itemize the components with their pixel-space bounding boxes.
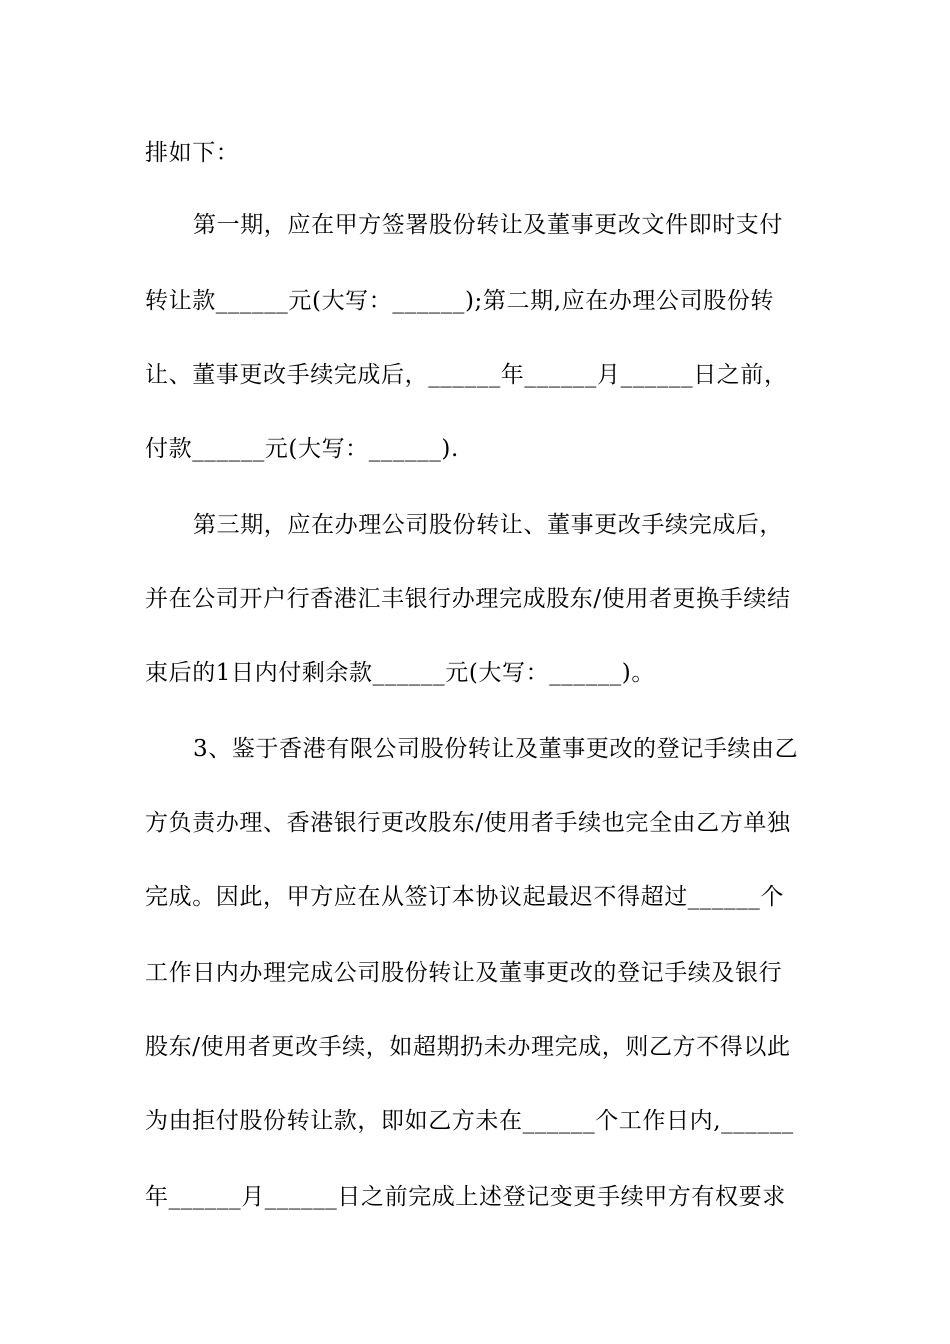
text-line-9: 3、鉴于香港有限公司股份转让及董事更改的登记手续由乙 [193,736,799,762]
text-line-3: 转让款______元(大写：______);第二期,应在办理公司股份转 [145,288,775,314]
text-line-5: 付款______元(大写：______). [145,436,459,462]
text-line-2: 第一期，应在甲方签署股份转让及董事更改文件即时支付 [193,212,783,238]
text-line-11: 完成。因此，甲方应在从签订本协议起最迟不得超过______个 [145,884,784,910]
text-line-13: 股东/使用者更改手续，如超期扔未办理完成，则乙方不得以此 [145,1034,791,1060]
text-line-10: 方负责办理、香港银行更改股东/使用者手续也完全由乙方单独 [145,810,791,836]
text-line-1: 排如下： [145,140,240,166]
text-line-8: 束后的1日内付剩余款______元(大写：______)。 [145,660,655,686]
text-line-15: 年______月______日之前完成上述登记变更手续甲方有权要求 [145,1184,786,1210]
text-line-7: 并在公司开户行香港汇丰银行办理完成股东/使用者更换手续结 [145,586,791,612]
text-line-6: 第三期，应在办理公司股份转让、董事更改手续完成后， [193,512,783,538]
text-line-12: 工作日内办理完成公司股份转让及董事更改的登记手续及银行 [145,960,783,986]
text-line-14: 为由拒付股份转让款，即如乙方未在______个工作日内,______ [145,1108,794,1134]
text-line-4: 让、董事更改手续完成后，______年______月______日之前， [145,362,788,388]
